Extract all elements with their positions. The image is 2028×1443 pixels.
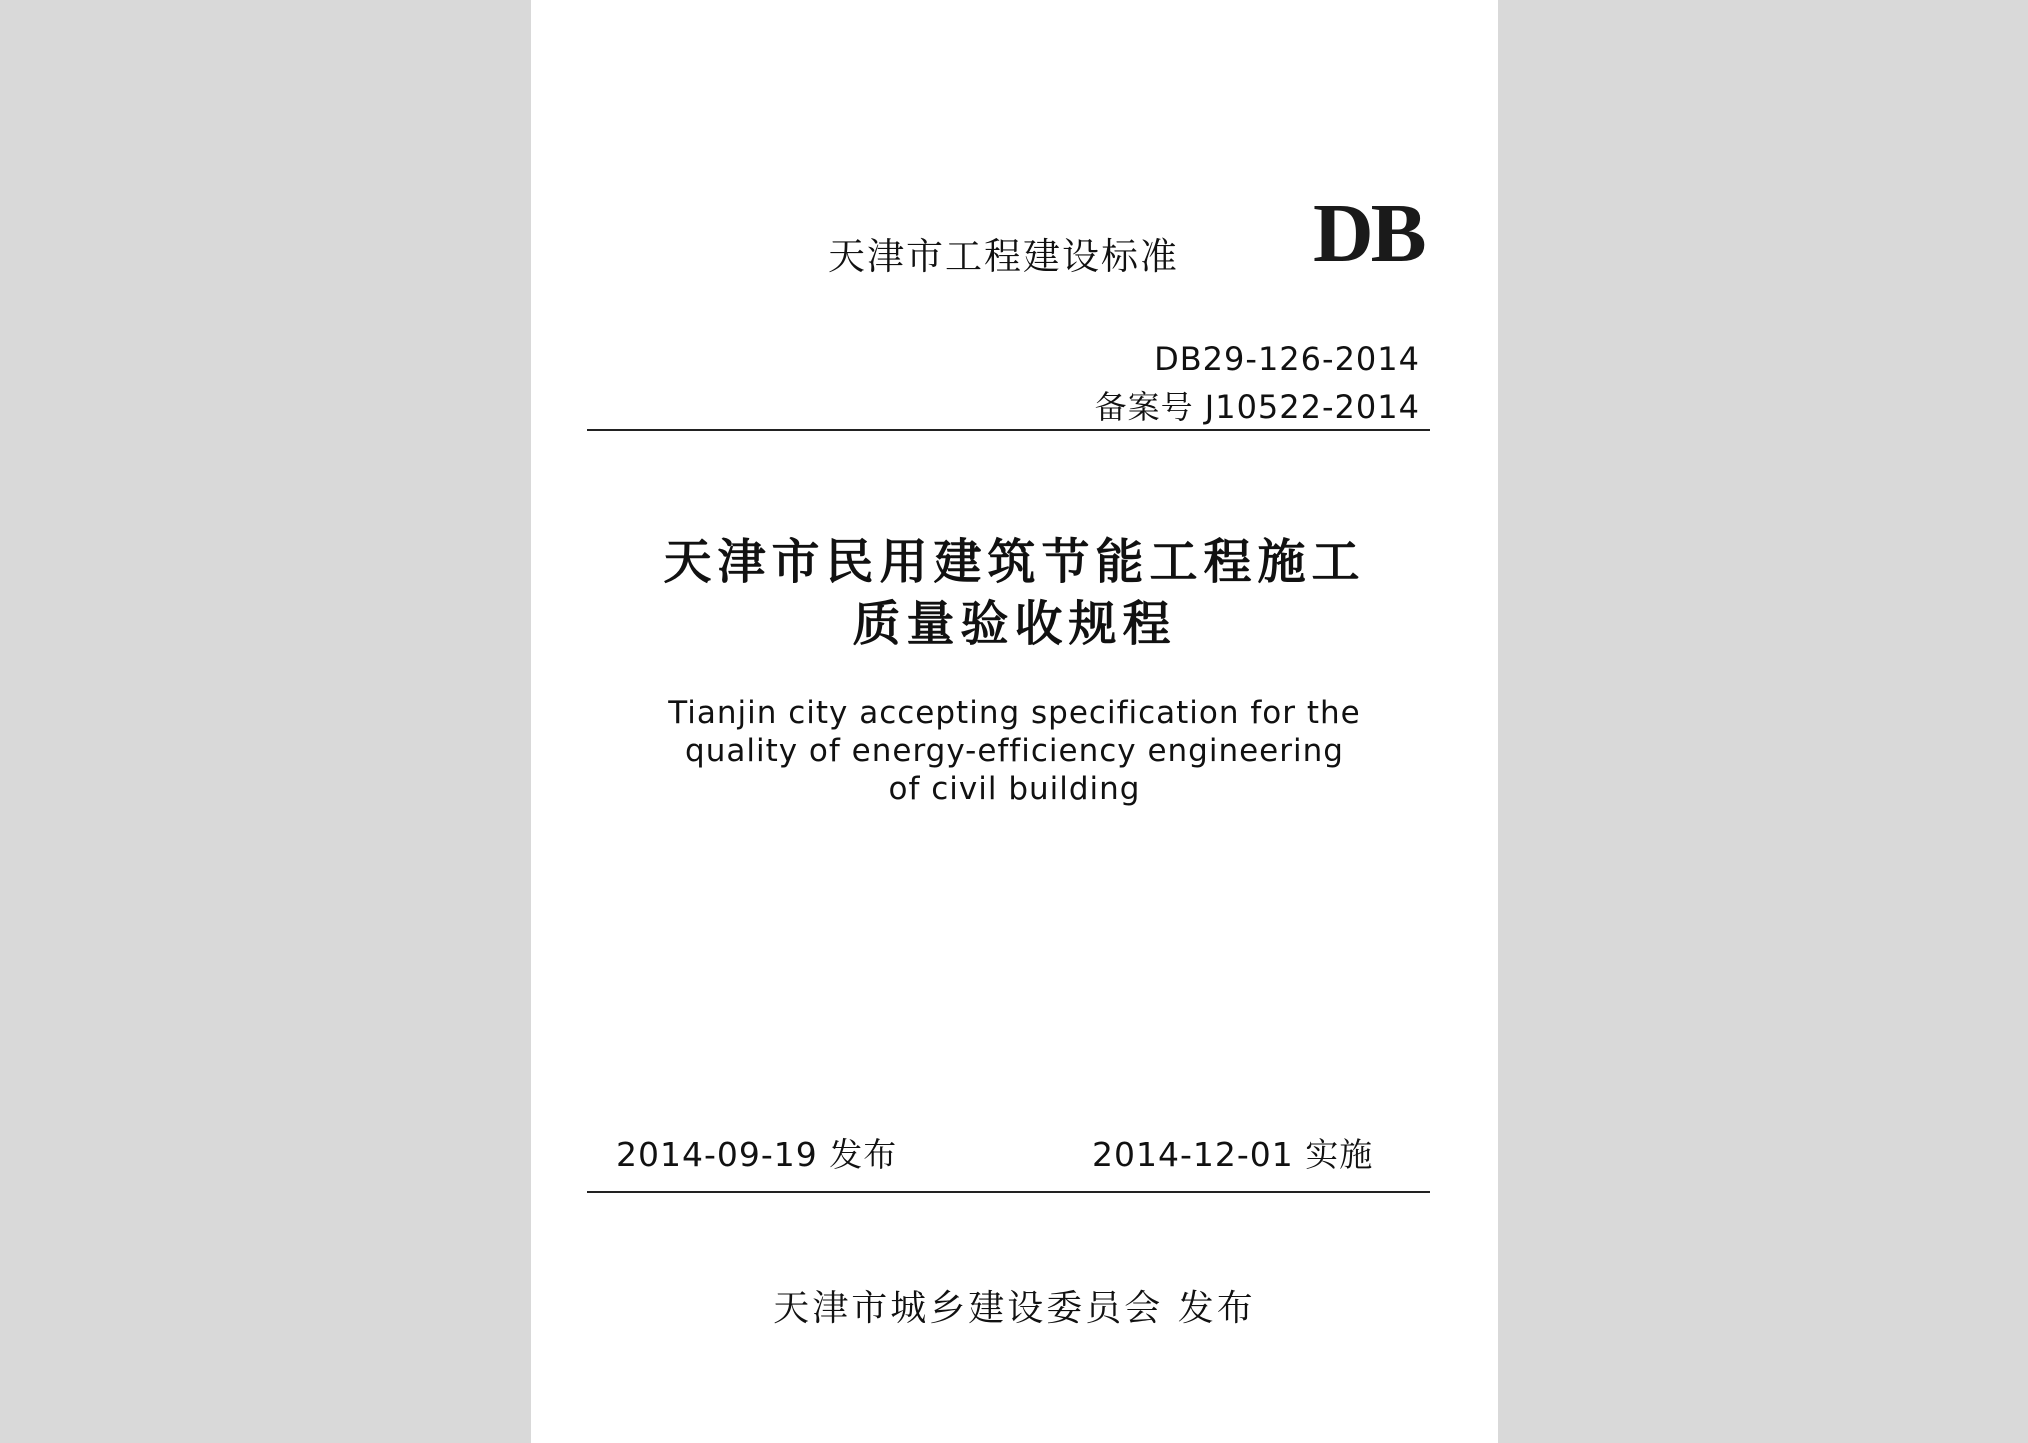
english-title-line-2: quality of energy-efficiency engineering bbox=[685, 733, 1344, 769]
chinese-title-line-2: 质量验收规程 bbox=[852, 596, 1177, 652]
english-title-line-1: Tianjin city accepting specification for the bbox=[668, 695, 1361, 731]
standard-series-label: 天津市工程建设标准 bbox=[828, 235, 1179, 278]
issue-date: 2014-09-19 发布 bbox=[616, 1135, 898, 1174]
top-divider bbox=[587, 429, 1430, 431]
english-title-line-3: of civil building bbox=[888, 771, 1141, 807]
bottom-divider bbox=[587, 1191, 1430, 1193]
standard-code: DB29-126-2014 bbox=[1154, 340, 1420, 378]
document-page bbox=[531, 0, 1498, 1443]
chinese-title-line-1: 天津市民用建筑节能工程施工 bbox=[663, 534, 1366, 590]
record-number: 备案号 J10522-2014 bbox=[1094, 388, 1420, 426]
publisher-line: 天津市城乡建设委员会 发布 bbox=[773, 1288, 1256, 1329]
effective-date: 2014-12-01 实施 bbox=[1092, 1135, 1374, 1174]
db-logo-mark: DB bbox=[1313, 187, 1424, 280]
